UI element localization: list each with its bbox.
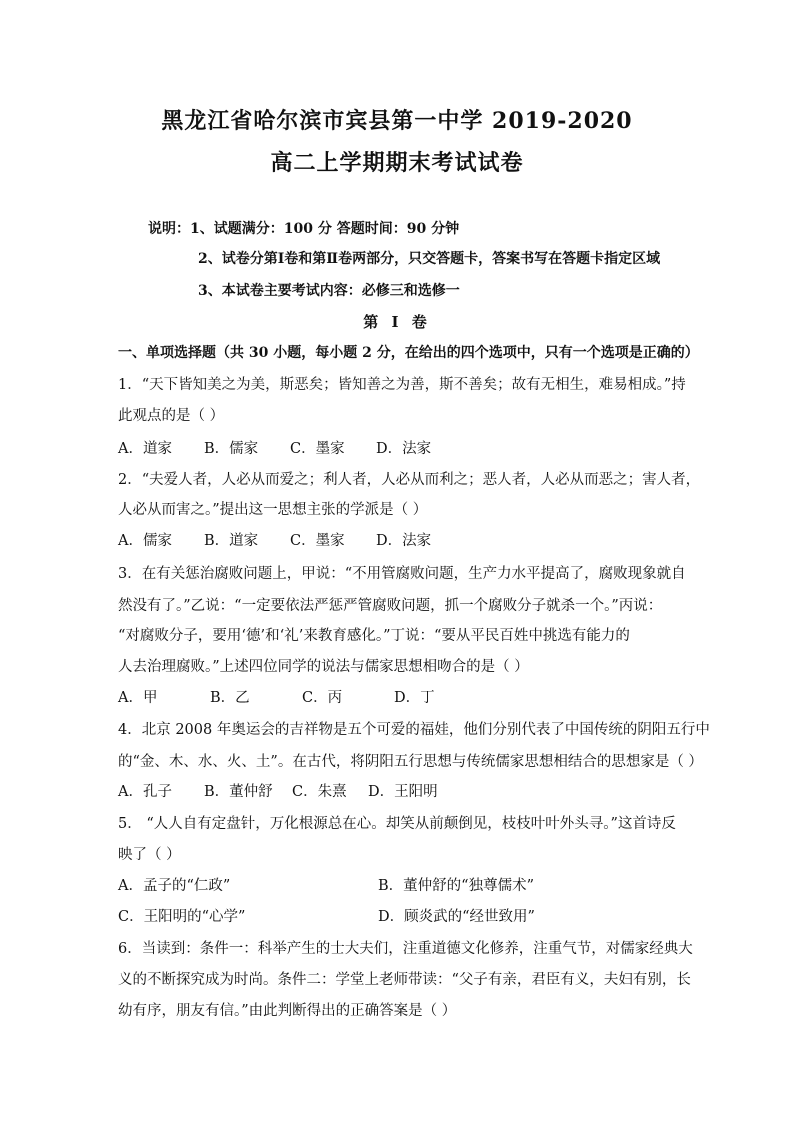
question-1-line1: 1．“天下皆知美之为美，斯恶矣；皆知善之为善，斯不善矣；故有无相生，难易相成。”持 (118, 377, 686, 393)
option-d: D．法家 (376, 533, 432, 549)
option-c: C．丙 (302, 690, 343, 706)
question-5-line1: 5． “人人自有定盘针，万化根源总在心。却笑从前颠倒见，枝枝叶叶外头寻。”这首诗反 (118, 816, 676, 832)
option-b: B．董仲舒 (204, 784, 273, 800)
option-d: D．王阳明 (368, 784, 438, 800)
exam-title-line2: 高二上学期期末考试试卷 (270, 150, 524, 176)
volume-heading: 第 Ⅰ 卷 (363, 313, 431, 331)
option-a: A．甲 (118, 690, 158, 706)
option-c: C．朱熹 (292, 784, 347, 800)
note-line3: 3、本试卷主要考试内容：必修三和选修一 (198, 283, 460, 299)
question-3-options (118, 686, 435, 707)
exam-title-line1: 黑龙江省哈尔滨市宾县第一中学 2019-2020 (161, 108, 633, 134)
option-b: B．董仲舒的“独尊儒术” (378, 878, 534, 894)
option-d: D．顾炎武的“经世致用” (378, 909, 535, 925)
question-6-line3: 幼有序，朋友有信。”由此判断得出的正确答案是（ ） (118, 1003, 457, 1019)
question-1-options (118, 437, 431, 458)
option-a: A．道家 (118, 441, 172, 457)
note-line2: 2、试卷分第Ⅰ卷和第Ⅱ卷两部分，只交答题卡，答案书写在答题卡指定区域 (198, 251, 661, 267)
note-line1: 说明：1、试题满分：100 分 答题时间：90 分钟 (148, 221, 460, 237)
option-c: C．墨家 (290, 533, 345, 549)
question-4-line1: 4．北京 2008 年奥运会的吉祥物是五个可爱的福娃，他们分别代表了中国传统的阴阳五行中 (118, 722, 710, 738)
question-6-line2: 义的不断探究成为时尚。条件二：学堂上老师带读：“父子有亲，君臣有义，夫妇有别，长 (118, 972, 691, 988)
question-6-line1: 6．当读到：条件一：科举产生的士大夫们，注重道德文化修养，注重气节，对儒家经典大 (118, 941, 693, 957)
option-a: A．孟子的“仁政” (118, 878, 231, 894)
question-1-line2: 此观点的是（ ） (118, 408, 225, 424)
option-a: A．孔子 (118, 784, 172, 800)
question-4-line2: 的“金、木、水、火、土”。在古代，将阴阳五行思想与传统儒家思想相结合的思想家是（ ） (118, 754, 703, 770)
question-3-line4: 人去治理腐败。”上述四位同学的说法与儒家思想相吻合的是（ ） (118, 659, 529, 675)
option-a: A．儒家 (118, 533, 172, 549)
option-b: B．乙 (210, 690, 250, 706)
question-2-line2: 人必从而害之。”提出这一思想主张的学派是（ ） (118, 502, 428, 518)
section-heading: 一、单项选择题（共 30 小题，每小题 2 分，在给出的四个选项中，只有一个选项是正确的） (118, 345, 699, 361)
option-b: B．儒家 (204, 441, 259, 457)
question-3-line3: “对腐败分子，要用‘德’和‘礼’来教育感化。”丁说：“要从平民百姓中挑选有能力的 (118, 628, 630, 644)
question-3-line1: 3．在有关惩治腐败问题上，甲说：“不用管腐败问题，生产力水平提高了，腐败现象就自 (118, 566, 686, 582)
question-2-line1: 2．“夫爱人者，人必从而爱之；利人者，人必从而利之；恶人者，人必从而恶之；害人者， (118, 472, 701, 488)
question-4-options (118, 780, 438, 801)
question-2-options (118, 529, 431, 550)
option-d: D．丁 (394, 690, 435, 706)
question-3-line2: 然没有了。”乙说：“一定要依法严惩严管腐败问题，抓一个腐败分子就杀一个。”丙说： (118, 598, 663, 614)
option-b: B．道家 (204, 533, 259, 549)
option-c: C．王阳明的“心学” (118, 909, 246, 925)
question-5-line2: 映了（ ） (118, 847, 181, 863)
option-c: C．墨家 (290, 441, 345, 457)
option-d: D．法家 (376, 441, 432, 457)
